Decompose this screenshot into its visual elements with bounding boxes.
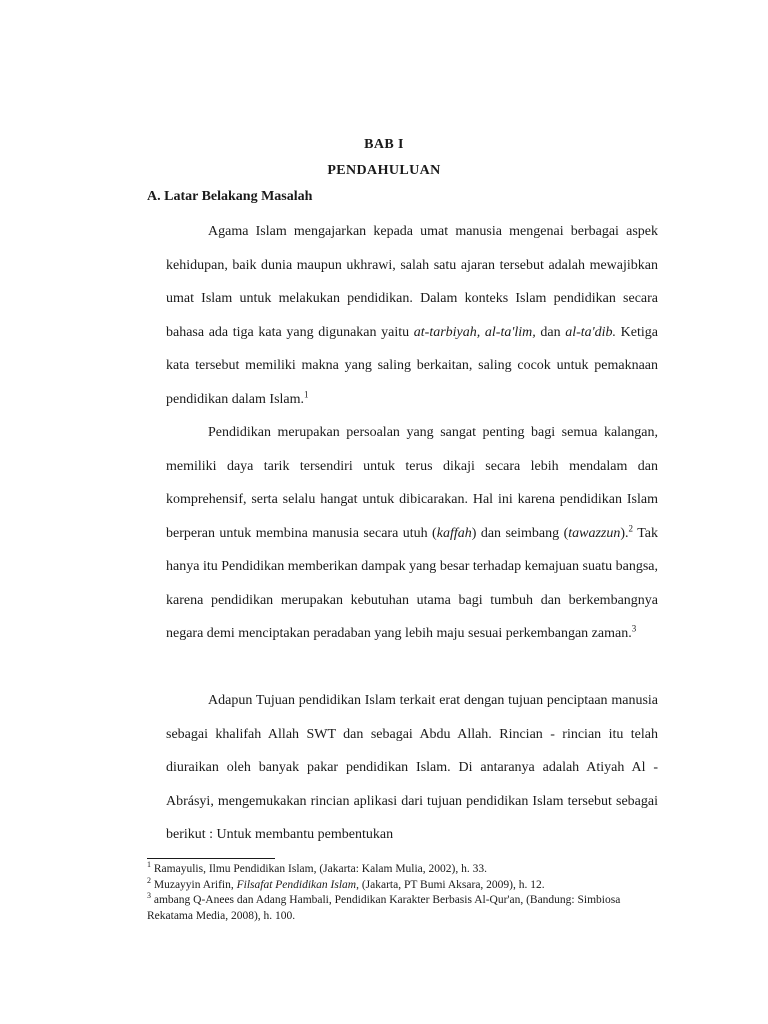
- p1-term-2: al-ta'dib.: [565, 324, 617, 340]
- chapter-title: PENDAHULUAN: [327, 163, 441, 178]
- p3-text: Adapun Tujuan pendidikan Islam terkait erat dengan tujuan penciptaan manusia sebagai khalifah Allah SWT dan sebagai Abdu Allah. Rincian - rincian itu telah diuraikan oleh banyak pakar pendidikan Islam. Di antaranya adalah Atiyah Al - Abrásyi, mengemukakan rincian aplikasi dari tujuan pendidikan Islam tersebut sebagai berikut : Untuk membantu pembentukan: [166, 693, 658, 842]
- p2-term-1: kaffah: [436, 525, 472, 541]
- footnote-ref-3: 3: [631, 623, 637, 634]
- p1-term-1: at-tarbiyah, al-ta'lim,: [413, 324, 536, 340]
- footnote-2: [147, 875, 667, 894]
- footnote-text: Ramayulis, Ilmu Pendidikan Islam, (Jakarta: Kalam Mulia, 2002), h. 33.: [153, 863, 487, 875]
- footnote-text: , (Jakarta, PT Bumi Aksara, 2009), h. 12.: [356, 878, 545, 891]
- footnote-text: ambang Q-Anees dan Adang Hambali, Pendidikan Karakter Berbasis Al-Qur'an, (Bandung: Simbiosa Rekatama Media, 2008), h. 100.: [147, 894, 621, 922]
- p2-text-1: Pendidikan merupakan persoalan yang sangat penting bagi semua kalangan, memiliki daya tarik tersendiri untuk terus dikaji secara lebih mendalam dan komprehensif, serta selalu hangat untuk dibicarakan. Hal ini karena pendidikan Islam berperan untuk membina manusia secara utuh (: [166, 425, 658, 541]
- footnote-ref-1: 1: [304, 388, 309, 399]
- p1-text-2: dan: [535, 324, 566, 340]
- p2-term-2: tawazzun: [568, 525, 621, 541]
- p1-text-1: Agama Islam mengajarkan kepada umat manusia mengenai berbagai aspek kehidupan, baik dunia maupun ukhrawi, salah satu ajaran tersebut adalah mewajibkan umat Islam untuk melakukan pendidikan. Dalam konteks Islam pendidikan secara bahasa ada tiga kata yang digunakan yaitu: [166, 224, 658, 340]
- footnotes: [147, 862, 667, 924]
- footnote-1: [147, 862, 667, 878]
- footnote-number: 1: [147, 860, 151, 870]
- footnote-number: 3: [147, 891, 151, 901]
- p2-text-3: ).: [620, 525, 629, 541]
- footnote-number: 2: [147, 875, 151, 885]
- footnote-separator: [147, 858, 275, 859]
- p1-text-3: Ketiga kata tersebut memiliki makna yang saling berkaitan, saling cocok untuk pemaknaan pendidikan dalam Islam.: [166, 324, 658, 407]
- body-paragraph-2: [166, 416, 658, 651]
- chapter-number: BAB I: [364, 137, 404, 152]
- footnote-book-title: Filsafat Pendidikan Islam: [236, 878, 357, 891]
- footnote-ref-2: 2: [628, 522, 634, 533]
- footnote-text: Muzayyin Arifin,: [153, 878, 237, 891]
- body-paragraph-3: [166, 684, 658, 852]
- body-paragraph-1: [166, 215, 658, 416]
- footnote-3: [147, 893, 667, 924]
- p2-text-4: Tak hanya itu Pendidikan memberikan dampak yang besar terhadap kemajuan suatu bangsa, karena pendidikan merupakan kebutuhan utama bagi tumbuh dan berkembangnya negara demi menciptakan peradaban yang lebih maju sesuai perkembangan zaman.: [166, 525, 658, 641]
- section-heading: A. Latar Belakang Masalah: [147, 189, 313, 204]
- p2-text-2: ) dan seimbang (: [471, 525, 569, 541]
